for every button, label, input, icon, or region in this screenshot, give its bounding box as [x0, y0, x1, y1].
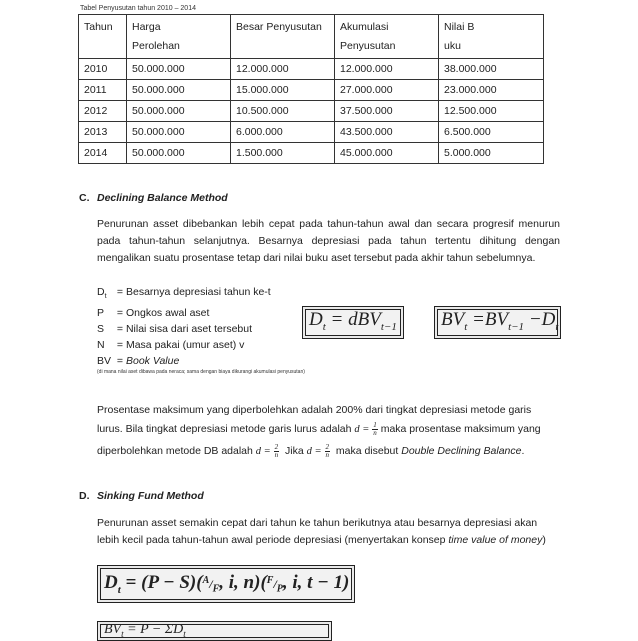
definition-row — [97, 353, 271, 369]
col-header-text: Akumulasi Penyusutan — [340, 21, 396, 52]
table-cell: 23.000.000 — [439, 80, 544, 101]
formula-text: $BV_t =BV_{t-1} -D_t$ — [441, 309, 559, 333]
para2-text: maka disebut — [335, 445, 399, 457]
section-d-letter: D. — [79, 490, 90, 502]
table-cell: 37.500.000 — [335, 101, 439, 122]
table-cell: 50.000.000 — [127, 59, 231, 80]
section-d-italic-text: time value of money — [448, 534, 543, 546]
math-variable-d: d = — [354, 424, 370, 435]
para2-line-3: diperbolehkan metode DB adalah d = $\frac{2}{n}$ Jika d = $\frac{2}{n}$ maka disebut Double Declining Balance. — [97, 442, 525, 459]
section-c-letter: C. — [79, 192, 90, 204]
para2-line-1: Prosentase maksimum yang diperbolehkan adalah 200% dari tingkat depresiasi metode garis — [97, 404, 532, 416]
table-cell: 6.000.000 — [231, 122, 335, 143]
section-d-text: ) — [542, 534, 546, 546]
table-cell: 50.000.000 — [127, 143, 231, 164]
depreciation-table — [78, 14, 544, 164]
definition-italic-text: Book Value — [125, 355, 180, 368]
table-cell: 10.500.000 — [231, 101, 335, 122]
para2-text: diperbolehkan metode DB adalah — [97, 445, 253, 457]
formula-text: $D_t = (P - S)(^A/_F$, i, $n)(^F/_P$, i, t − 1) — [104, 572, 350, 596]
table-cell: 1.500.000 — [231, 143, 335, 164]
fraction-two-over-n: $\frac{2}{n}$ — [274, 442, 279, 459]
definition-text: = Ongkos awal aset — [116, 307, 210, 320]
table-cell: 50.000.000 — [127, 101, 231, 122]
math-variable-d: d = — [306, 446, 322, 457]
table-cell: 12.000.000 — [231, 59, 335, 80]
table-cell: 2014 — [79, 143, 127, 164]
table-cell: 50.000.000 — [127, 80, 231, 101]
section-c-title: Declining Balance Method — [97, 192, 228, 204]
section-d-title: Sinking Fund Method — [97, 490, 204, 502]
table-cell: 2013 — [79, 122, 127, 143]
section-d-paragraph — [97, 515, 560, 549]
col-header-tahun: Tahun — [79, 15, 127, 59]
table-row — [79, 101, 544, 122]
definition-symbol: P — [97, 307, 105, 320]
book-value-note: (di mana nilai aset dibawa pada neraca; sama dengan biaya dikurangi akumulasi penyusutan) — [97, 369, 305, 375]
math-variable-d: d = — [255, 446, 271, 457]
table-row — [79, 122, 544, 143]
definition-text: = Besarnya depresiasi tahun ke-t — [116, 286, 271, 298]
para2-text: maka prosentase maksimum yang — [380, 423, 541, 435]
formula-sinking-fund — [97, 565, 355, 603]
definition-row — [97, 284, 271, 305]
table-cell: 12.500.000 — [439, 101, 544, 122]
definition-text: = Nilai sisa dari aset tersebut — [116, 323, 253, 336]
definition-row — [97, 337, 271, 353]
section-d-heading — [79, 490, 204, 502]
table-row — [79, 59, 544, 80]
col-header-text: Harga Perolehan — [132, 21, 180, 52]
definition-text: = — [116, 355, 126, 368]
table-cell: 2010 — [79, 59, 127, 80]
col-header-besar-penyusutan: Besar Penyusutan — [231, 15, 335, 59]
para2-line-2 — [97, 419, 560, 440]
table-cell: 38.000.000 — [439, 59, 544, 80]
fraction-two-over-n: $\frac{2}{n}$ — [325, 442, 330, 459]
definition-row — [97, 305, 271, 321]
table-cell: 2011 — [79, 80, 127, 101]
col-header-text: Nilai B uku — [444, 21, 475, 52]
col-header-nilai-buku — [439, 15, 544, 59]
formula-text: $BV_t = P - \Sigma D_t$ — [104, 622, 186, 639]
formula-book-value-db — [434, 306, 561, 339]
col-header-harga-perolehan — [127, 15, 231, 59]
table-cell: 15.000.000 — [231, 80, 335, 101]
table-cell: 2012 — [79, 101, 127, 122]
definitions-list — [97, 284, 271, 369]
definition-symbol: BV — [97, 355, 112, 368]
para2-italic-text: Double Declining Balance — [401, 445, 522, 457]
table-cell: 45.000.000 — [335, 143, 439, 164]
table-row — [79, 80, 544, 101]
section-c-paragraph-2 — [97, 402, 560, 463]
col-header-akumulasi-penyusutan — [335, 15, 439, 59]
table-cell: 5.000.000 — [439, 143, 544, 164]
table-row — [79, 143, 544, 164]
table-cell: 27.000.000 — [335, 80, 439, 101]
fraction-one-over-n: $\frac{1}{n}$ — [373, 420, 377, 437]
table-cell: 50.000.000 — [127, 122, 231, 143]
table-header-row — [79, 15, 544, 59]
section-d-text: Penurunan asset semakin cepat dari tahun ke tahun berikutnya atau besarnya depresiasi akan lebih kecil pada tahun-tahun awal periode depresiasi (menyertakan konsep — [97, 517, 538, 546]
table-cell: 12.000.000 — [335, 59, 439, 80]
definition-symbol: $D_t$ — [97, 286, 107, 301]
table-cell: 43.500.000 — [335, 122, 439, 143]
formula-text: $D_t = dBV_{t-1}$ — [309, 309, 397, 333]
definition-symbol: N — [97, 339, 105, 352]
para2-text: lurus. Bila tingkat depresiasi metode garis lurus adalah — [97, 423, 352, 435]
table-cell: 6.500.000 — [439, 122, 544, 143]
section-c-paragraph: Penurunan asset dibebankan lebih cepat pada tahun-tahun awal dan secara progresif menurun pada tahun-tahun selanjutnya. Besarnya depresiasi pada tahun tertentu dihitung dengan mengalikan suatu prosentase tetap dari nilai buku aset tersebut pada akhir tahun sebelumnya. — [97, 218, 560, 264]
para2-text: Jika — [285, 445, 304, 457]
table-body — [79, 59, 544, 164]
section-c-heading — [79, 192, 228, 204]
definition-symbol: S — [97, 323, 105, 336]
definition-text: = Masa pakai (umur aset) v — [116, 339, 245, 352]
formula-sinking-fund-book-value — [97, 621, 332, 641]
table-caption: Tabel Penyusutan tahun 2010 – 2014 — [80, 5, 196, 12]
definition-row — [97, 321, 271, 337]
formula-depreciation-db — [302, 306, 404, 339]
